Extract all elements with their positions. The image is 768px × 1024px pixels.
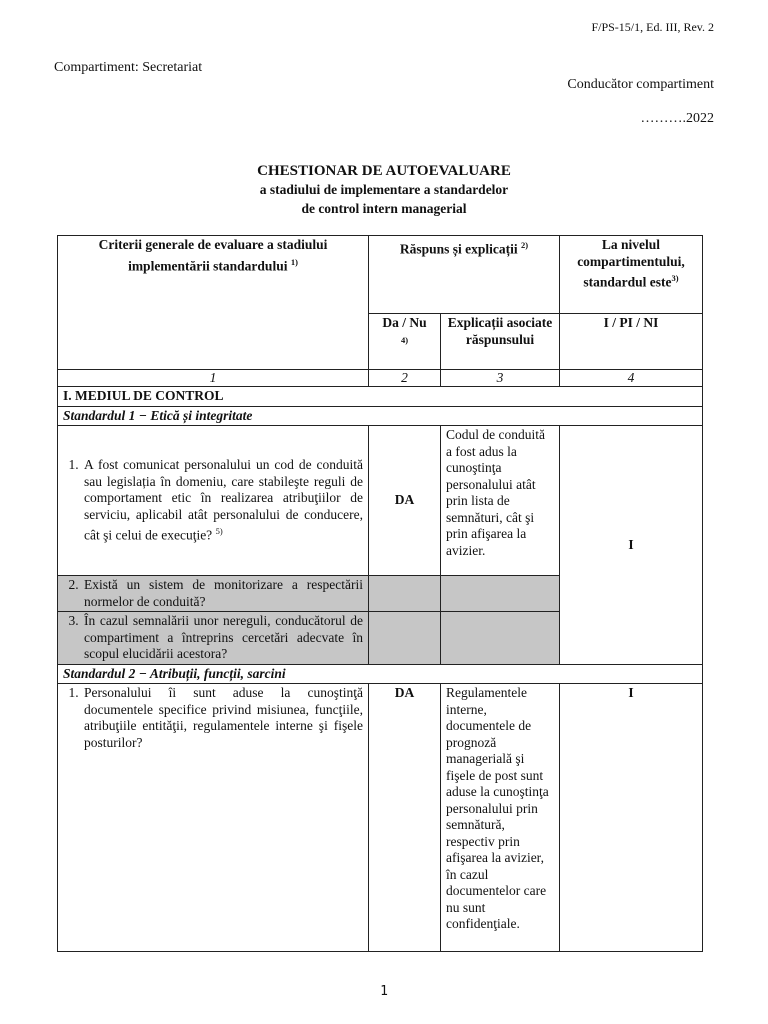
standard-1-question-1: 1. A fost comunicat personalului un cod de conduită sau legislația în domeniu, care stabileşte reguli de comportament etic în realizarea atribuţiilor de serviciu, aplicabil atât personalului de conducere, cât şi celui de execuţie? $^{5)}$: [58, 426, 369, 576]
level-scale-header: I / PI / NI: [560, 314, 703, 370]
column-number: 4: [560, 370, 703, 387]
standard-1-q2-answer: [369, 576, 441, 612]
explanation-header: Explicații asociate răspunsului: [441, 314, 560, 370]
standard-1-level: I: [560, 426, 703, 665]
questionnaire-table: [57, 235, 703, 952]
column-number: 2: [369, 370, 441, 387]
title-line-2: a stadiului de implementare a standardelor: [259, 182, 509, 197]
standard-1-q3-answer: [369, 612, 441, 665]
standard-1-q1-explanation: Codul de conduită a fost adus la cunoştinţa personalului atât prin lista de semnături, cât şi prin afişarea la avizier.: [441, 426, 560, 576]
title-line-3: de control intern managerial: [301, 201, 467, 216]
standard-2-q1-answer: DA: [369, 684, 441, 952]
standard-2-level: I: [560, 684, 703, 952]
document-title: [0, 162, 768, 218]
standard-1-title: Standardul 1 − Etică și integritate: [58, 406, 703, 426]
yes-no-header: Da / Nu $^{4)}$: [369, 314, 441, 370]
page-number: 1: [380, 984, 388, 999]
criteria-header: Criterii generale de evaluare a stadiului implementării standardului $^{1)}$: [58, 236, 369, 370]
column-number: 3: [441, 370, 560, 387]
head-role-label: Conducător compartiment: [567, 77, 714, 92]
standard-2-title: Standardul 2 − Atribuții, funcții, sarcini: [58, 664, 703, 684]
standard-2-q1-explanation: Regulamentele interne, documentele de prognoză managerială şi fişele de post sunt aduse la cunoştinţa personalului prin semnătură, respectiv prin afişarea la avizier, în cazul documentelor care nu sunt confidenţiale.: [441, 684, 560, 952]
standard-1-question-3: 3. În cazul semnalării unor nereguli, conducătorul de compartiment a întreprins cercetări adecvate în scopul elucidării acestora?: [58, 612, 369, 665]
form-code: F/PS-15/1, Ed. III, Rev. 2: [591, 20, 714, 34]
date-line: ……….2022: [640, 111, 714, 126]
response-header: Răspuns și explicații $^{2)}$: [369, 236, 560, 314]
column-number: 1: [58, 370, 369, 387]
title-line-1: CHESTIONAR DE AUTOEVALUARE: [257, 163, 511, 179]
standard-2-question-1: 1. Personalului îi sunt aduse la cunoştinţă documentele specifice privind misiunea, funcţiile, atribuţiile entităţii, regulamentele interne şi fişele posturilor?: [58, 684, 369, 952]
section-title: I. MEDIUL DE CONTROL: [58, 387, 703, 407]
standard-1-q3-explanation: [441, 612, 560, 665]
level-header: La nivelul compartimentului, standardul este$^{3)}$: [560, 236, 703, 314]
standard-1-q2-explanation: [441, 576, 560, 612]
standard-1-q1-answer: DA: [369, 426, 441, 576]
standard-1-question-2: 2. Există un sistem de monitorizare a respectării normelor de conduită?: [58, 576, 369, 612]
compartment-label: Compartiment: Secretariat: [54, 60, 203, 75]
column-number-row: [58, 370, 703, 387]
